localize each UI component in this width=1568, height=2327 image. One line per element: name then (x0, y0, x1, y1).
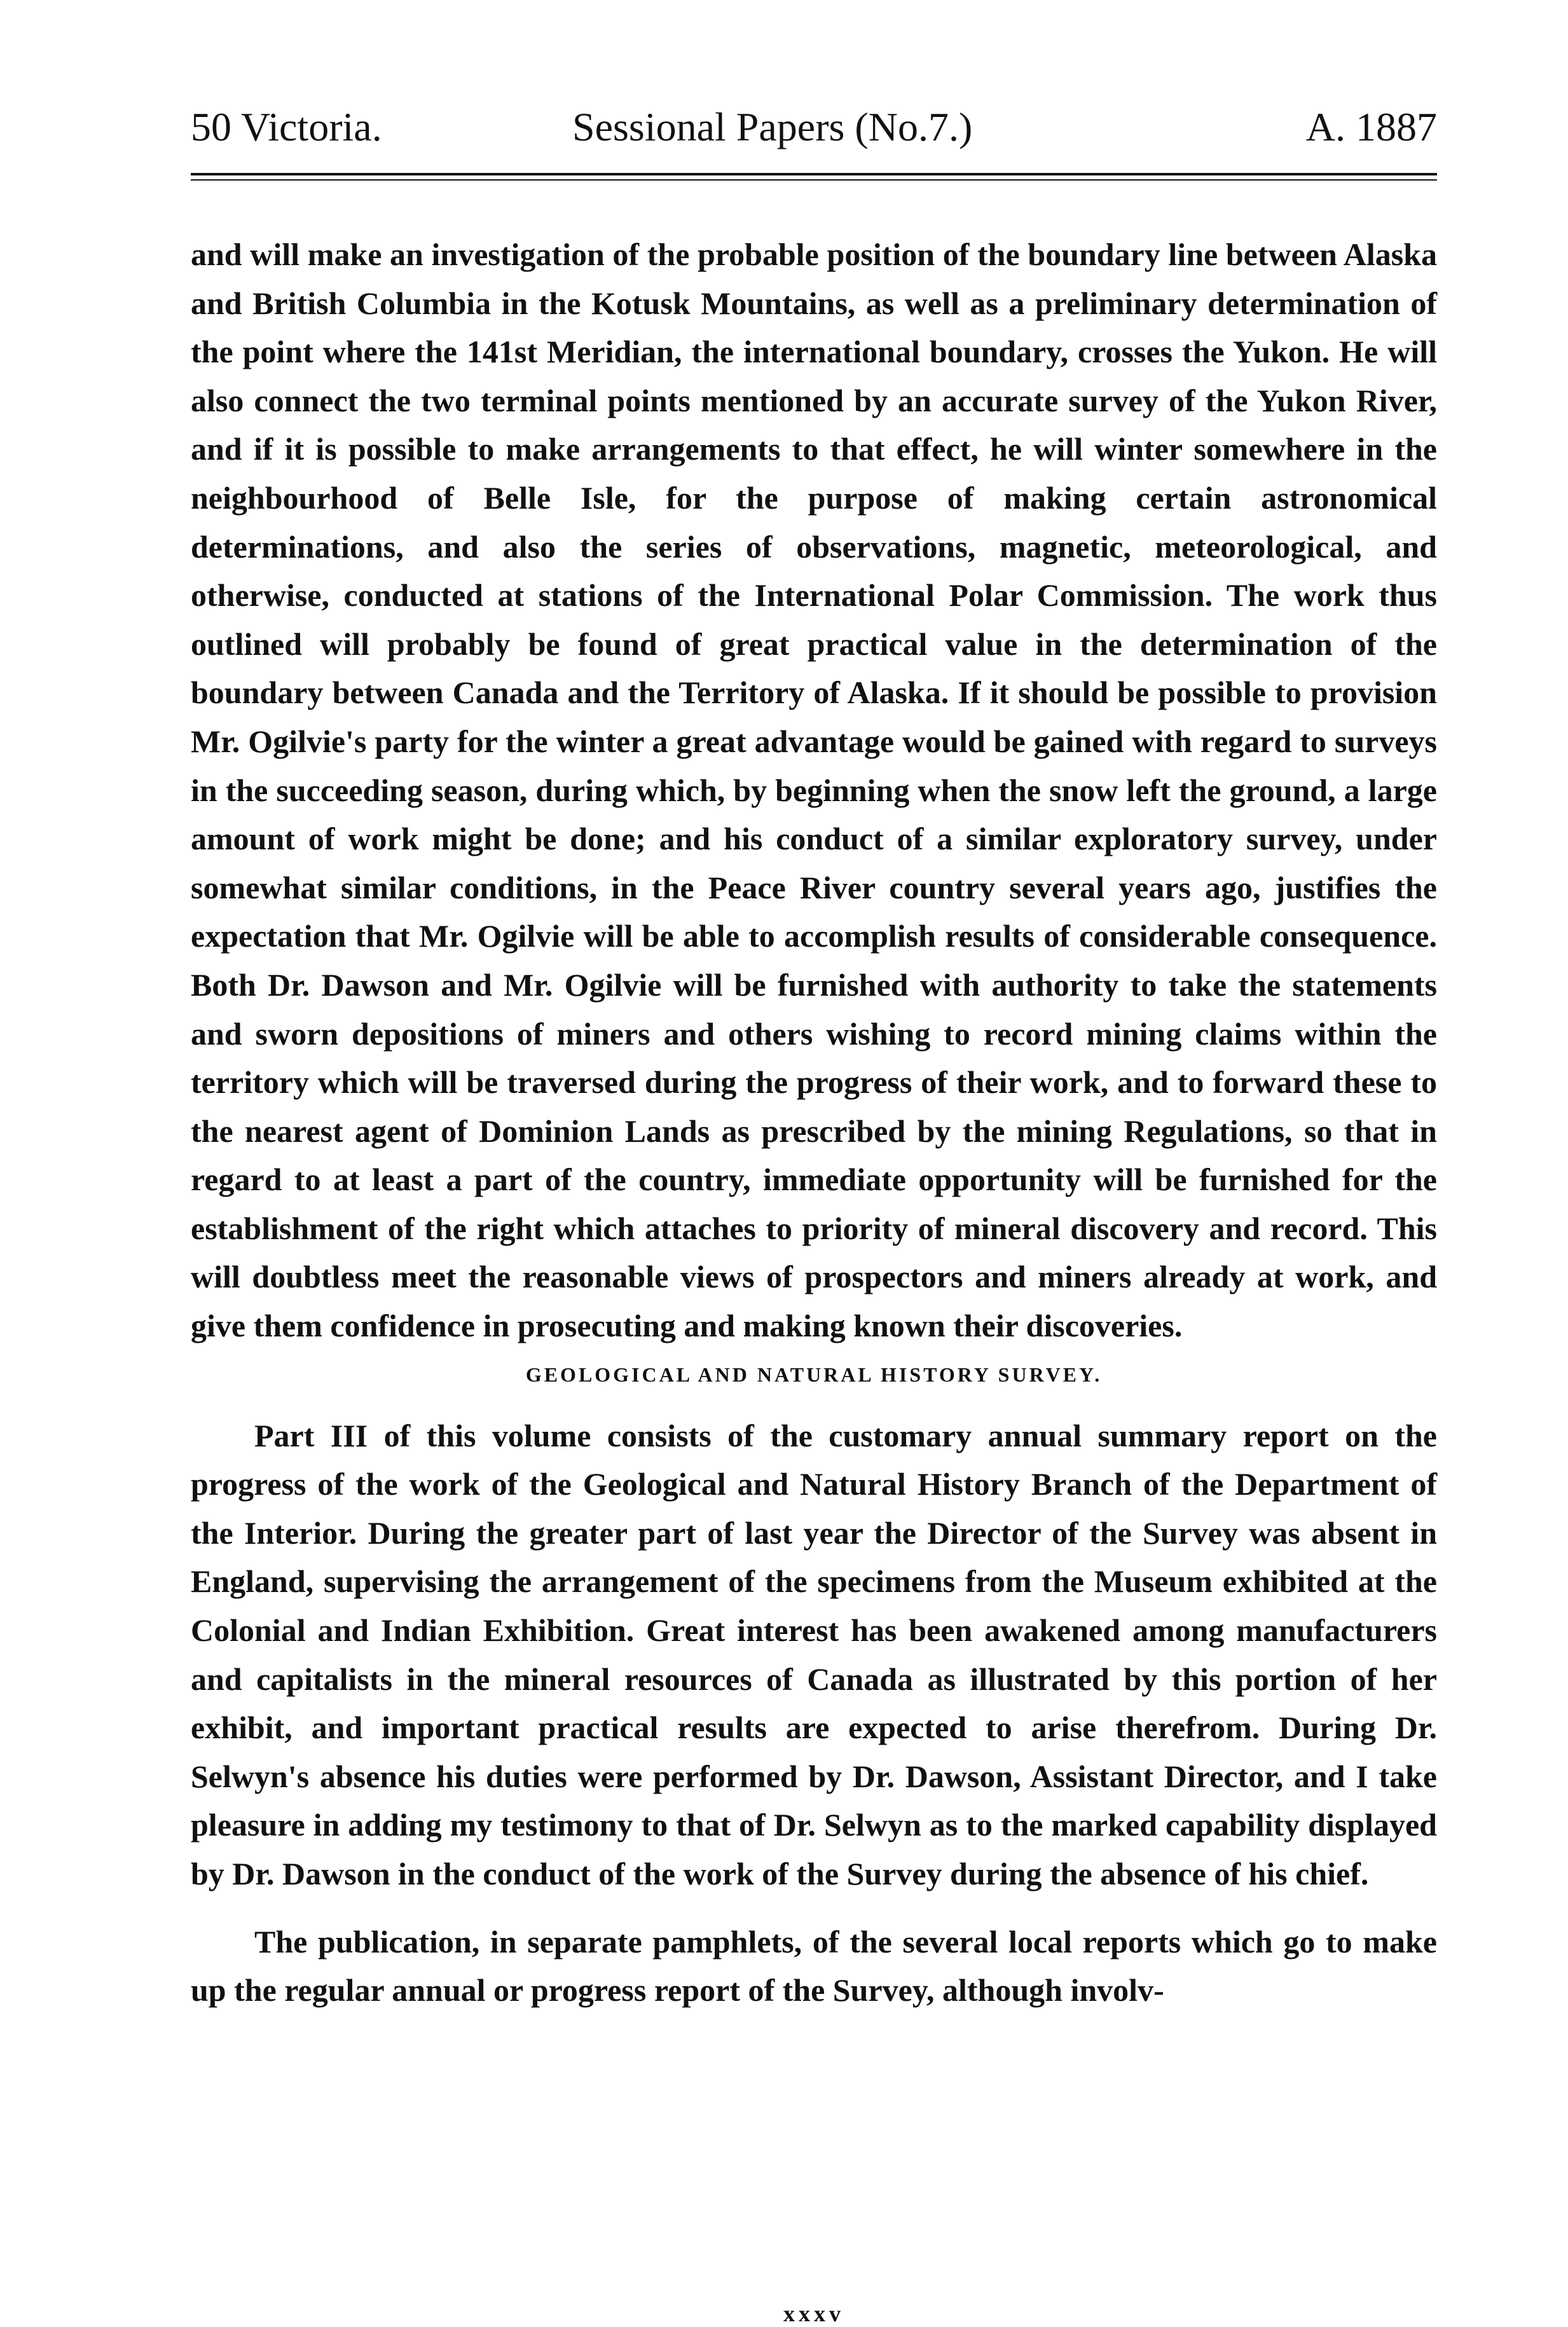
page-folio: xxxv (783, 2301, 844, 2326)
paragraph-gap (191, 1898, 1437, 1918)
document-page (191, 95, 1437, 2326)
paragraph-publication: The publication, in separate pamphlets, of the several local reports which go to make up the regular annual or progress report of the Survey, although involv- (191, 1923, 1437, 2008)
header-double-rule (191, 173, 1437, 181)
body-text (191, 230, 1437, 2015)
paragraph-boundary-survey: and will make an investigation of the probable position of the boundary line between Alaska and British Columbia in the Kotusk Mountains, as well as a preliminary determination of the point where the 141st Meridian, the international boundary, crosses the Yukon. He will also connect the two terminal points mentioned by an accurate survey of the Yukon River, and if it is possible to make arrangements to that effect, he will winter somewhere in the neighbourhood of Belle Isle, for the purpose of making certain astronomical determinations, and also the series of observations, magnetic, meteorological, and otherwise, conducted at stations of the International Polar Commission. The work thus outlined will probably be found of great practical value in the determination of the boundary between Canada and the Territory of Alaska. If it should be possible to provision Mr. Ogilvie's party for the winter a great advantage would be gained with regard to surveys in the succeeding season, during which, by beginning when the snow left the ground, a large amount of work might be done; and his conduct of a similar exploratory survey, under somewhat similar conditions, in the Peace River country several years ago, justifies the expectation that Mr. Ogilvie will be able to accomplish results of considerable consequence. Both Dr. Dawson and Mr. Ogilvie will be furnished with authority to take the statements and sworn depositions of miners and others wishing to record mining claims within the territory which will be traversed during the progress of their work, and to forward these to the nearest agent of Dominion Lands as prescribed by the mining Regulations, so that in regard to at least a part of the country, immediate opportunity will be furnished for the establishment of the right which attaches to priority of mineral discovery and record. This will doubtless meet the reasonable views of prospectors and miners already at work, and give them confidence in prosecuting and making known their discoveries. (191, 237, 1437, 1344)
running-head (191, 95, 1437, 159)
running-head-left: 50 Victoria. (191, 104, 382, 149)
paragraph-geological-survey: Part III of this volume consists of the customary annual summary report on the progress of the work of the Geological and Natural History Branch of the Department of the Interior. During the greater part of last year the Director of the Survey was absent in England, supervising the arrangement of the specimens from the Museum exhibited at the Colonial and Indian Exhibition. Great interest has been awakened among manufacturers and capitalists in the mineral resources of Canada as illustrated by this portion of her exhibit, and important practical results are expected to arise therefrom. During Dr. Selwyn's absence his duties were performed by Dr. Dawson, Assistant Director, and I take pleasure in adding my testimony to that of Dr. Selwyn as to the marked capability displayed by Dr. Dawson in the conduct of the work of the Survey during the absence of his chief. (191, 1417, 1437, 1891)
running-head-center: Sessional Papers (No.7.) (572, 104, 973, 149)
running-head-right: A. 1887 (1305, 104, 1437, 149)
section-heading: GEOLOGICAL AND NATURAL HISTORY SURVEY. (525, 1363, 1103, 1386)
